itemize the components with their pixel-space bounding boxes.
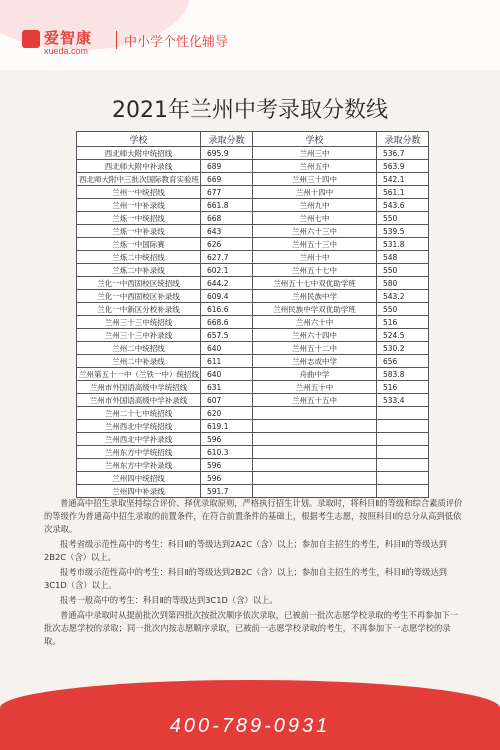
table-row xyxy=(77,147,429,160)
table-row xyxy=(77,173,429,186)
school-name-cell xyxy=(253,433,377,446)
school-name-cell: 兰化一中新区分校补录线 xyxy=(77,303,201,316)
header-score-right: 录取分数 xyxy=(377,132,429,147)
score-cell: 596 xyxy=(201,459,253,472)
contact-phone: 400-789-0931 xyxy=(169,715,331,737)
page-title: 2021年兰州中考录取分数线 xyxy=(112,98,388,123)
score-cell: 626 xyxy=(201,238,253,251)
table-row xyxy=(77,251,429,264)
header-banner xyxy=(0,0,500,70)
header-school-right: 学校 xyxy=(253,132,377,147)
school-name-cell: 兰州三十四中 xyxy=(253,173,377,186)
score-cell: 640 xyxy=(201,368,253,381)
table-row xyxy=(77,433,429,446)
table-row xyxy=(77,303,429,316)
table-row xyxy=(77,199,429,212)
school-name-cell: 兰州九中 xyxy=(253,199,377,212)
school-name-cell: 兰州五中 xyxy=(253,160,377,173)
school-name-cell: 兰州一中补录线 xyxy=(77,199,201,212)
school-name-cell: 兰州五十中 xyxy=(253,381,377,394)
school-name-cell: 兰州民族中学 xyxy=(253,290,377,303)
score-cell: 563.9 xyxy=(377,160,429,173)
note-paragraph: 报考省级示范性高中的考生：科目Ⅱ的等级达到2A2C（含）以上；参加自主招生的考生，科目Ⅱ的等级达到2B2C（含）以上。 xyxy=(44,539,447,562)
school-name-cell: 西北师大附中补录线 xyxy=(77,160,201,173)
score-cell: 543.6 xyxy=(377,199,429,212)
table-row xyxy=(77,446,429,459)
score-cell: 536.7 xyxy=(377,147,429,160)
school-name-cell: 兰州十四中 xyxy=(253,186,377,199)
score-cell: 640 xyxy=(201,342,253,355)
school-name-cell: 兰州六十三中 xyxy=(253,225,377,238)
score-cell: 610.3 xyxy=(201,446,253,459)
school-name-cell xyxy=(253,420,377,433)
school-name-cell: 兰州五十七中双优助学班 xyxy=(253,277,377,290)
score-cell: 669 xyxy=(201,173,253,186)
score-cell: 609.4 xyxy=(201,290,253,303)
table-row xyxy=(77,485,429,498)
score-cell: 695.9 xyxy=(201,147,253,160)
school-name-cell xyxy=(253,407,377,420)
school-name-cell: 兰州民族中学双优助学班 xyxy=(253,303,377,316)
table-row xyxy=(77,355,429,368)
school-name-cell: 兰化一中西固校区补录线 xyxy=(77,290,201,303)
table-row xyxy=(77,381,429,394)
score-cell: 561.1 xyxy=(377,186,429,199)
score-cell: 677 xyxy=(201,186,253,199)
school-name-cell: 兰炼一中统招线 xyxy=(77,212,201,225)
score-cell: 616.6 xyxy=(201,303,253,316)
table-row xyxy=(77,459,429,472)
school-name-cell xyxy=(253,459,377,472)
school-name-cell: 兰炼二中统招线 xyxy=(77,251,201,264)
school-name-cell: 兰州二中统招线 xyxy=(77,342,201,355)
school-name-cell: 兰州西北中学统招线 xyxy=(77,420,201,433)
score-cell: 531.8 xyxy=(377,238,429,251)
score-cell: 689 xyxy=(201,160,253,173)
table-row xyxy=(77,394,429,407)
school-name-cell: 兰州市外国语高级中学统招线 xyxy=(77,381,201,394)
table-row xyxy=(77,407,429,420)
score-cell: 611 xyxy=(201,355,253,368)
score-cell: 550 xyxy=(377,212,429,225)
score-cell: 668 xyxy=(201,212,253,225)
table-body xyxy=(77,147,429,498)
score-cell: 533.4 xyxy=(377,394,429,407)
school-name-cell xyxy=(253,485,377,498)
table-row xyxy=(77,342,429,355)
score-cell: 542.1 xyxy=(377,173,429,186)
score-cell: 548 xyxy=(377,251,429,264)
school-name-cell: 兰炼一中补录线 xyxy=(77,225,201,238)
score-cell xyxy=(377,433,429,446)
table-row xyxy=(77,290,429,303)
score-cell xyxy=(377,472,429,485)
school-name-cell: 兰州三十三中统招线 xyxy=(77,316,201,329)
school-name-cell: 兰州七中 xyxy=(253,212,377,225)
score-cell: 631 xyxy=(201,381,253,394)
school-name-cell: 兰州五十二中 xyxy=(253,342,377,355)
score-cell: 656 xyxy=(377,355,429,368)
score-cell: 524.5 xyxy=(377,329,429,342)
school-name-cell: 兰州西北中学补录线 xyxy=(77,433,201,446)
school-name-cell xyxy=(253,472,377,485)
score-cell: 550 xyxy=(377,303,429,316)
school-name-cell: 兰州六十中 xyxy=(253,316,377,329)
school-name-cell: 舟曲中学 xyxy=(253,368,377,381)
score-cell: 607 xyxy=(201,394,253,407)
score-cell: 539.5 xyxy=(377,225,429,238)
table-row xyxy=(77,212,429,225)
brand-slogan: 中小学个性化辅导 xyxy=(124,35,229,50)
school-name-cell: 兰州四中补录线 xyxy=(77,485,201,498)
school-name-cell: 兰州一中统招线 xyxy=(77,186,201,199)
school-name-cell: 兰州十中 xyxy=(253,251,377,264)
score-cell: 543.2 xyxy=(377,290,429,303)
note-paragraph: 普通高中招生录取坚持综合评价、择优录取原则，严格执行招生计划。录取时，将科目Ⅱ的等级和综合素质评价的等级作为普通高中招生录取的前置条件，在符合前置条件的基础上，根据考生志愿，按照科目Ⅰ的总分从高到低依次录取。 xyxy=(44,498,463,534)
school-name-cell: 兰州四中统招线 xyxy=(77,472,201,485)
score-cell xyxy=(377,446,429,459)
school-name-cell: 西北师大附中统招线 xyxy=(77,147,201,160)
score-cell: 596 xyxy=(201,472,253,485)
admission-notes xyxy=(44,497,464,650)
table-row xyxy=(77,186,429,199)
score-cell: 602.1 xyxy=(201,264,253,277)
score-cell xyxy=(377,420,429,433)
school-name-cell: 兰州五十七中 xyxy=(253,264,377,277)
school-name-cell: 兰州二十七中统招线 xyxy=(77,407,201,420)
brand-logo-icon xyxy=(22,30,40,48)
school-name-cell: 兰州志成中学 xyxy=(253,355,377,368)
score-cell: 619.1 xyxy=(201,420,253,433)
score-cell: 657.5 xyxy=(201,329,253,342)
score-cell: 644.2 xyxy=(201,277,253,290)
school-name-cell: 兰州二中补录线 xyxy=(77,355,201,368)
table-row xyxy=(77,368,429,381)
note-paragraph: 报考一般高中的考生：科目Ⅱ的等级达到3C1D（含）以上。 xyxy=(60,595,278,605)
school-name-cell: 兰州三十三中补录线 xyxy=(77,329,201,342)
brand-url: xueda.com xyxy=(44,46,89,56)
score-cell: 627.7 xyxy=(201,251,253,264)
score-cell xyxy=(377,459,429,472)
school-name-cell xyxy=(253,446,377,459)
table-row xyxy=(77,238,429,251)
table-row xyxy=(77,225,429,238)
header-school-left: 学校 xyxy=(77,132,201,147)
table-row xyxy=(77,160,429,173)
score-cell: 580 xyxy=(377,277,429,290)
score-cell: 591.7 xyxy=(201,485,253,498)
school-name-cell: 兰州五十三中 xyxy=(253,238,377,251)
note-paragraph: 报考市级示范性高中的考生：科目Ⅱ的等级达到2B2C（含）以上；参加自主招生的考生，科目Ⅱ的等级达到3C1D（含）以上。 xyxy=(44,567,447,590)
score-table-container xyxy=(76,131,428,498)
note-paragraph: 普通高中录取时从提前批次到第四批次按批次顺序依次录取，已被前一批次志愿学校录取的考生不再参加下一批次志愿学校的录取；同一批次内按志愿顺序录取，已被前一志愿学校录取的考生，不再参加下一志愿学校的录取。 xyxy=(44,610,459,646)
score-cell: 516 xyxy=(377,316,429,329)
table-row xyxy=(77,420,429,433)
table-row xyxy=(77,316,429,329)
table-row xyxy=(77,472,429,485)
score-cell xyxy=(377,485,429,498)
score-cell: 620 xyxy=(201,407,253,420)
school-name-cell: 兰州第五十一中（兰铁一中）统招线 xyxy=(77,368,201,381)
school-name-cell: 兰炼一中国际赛 xyxy=(77,238,201,251)
school-name-cell: 兰化一中西固校区统招线 xyxy=(77,277,201,290)
score-cell: 530.2 xyxy=(377,342,429,355)
table-row xyxy=(77,264,429,277)
score-cell: 668.6 xyxy=(201,316,253,329)
score-cell: 596 xyxy=(201,433,253,446)
school-name-cell: 兰州六十四中 xyxy=(253,329,377,342)
school-name-cell: 兰州市外国语高级中学补录线 xyxy=(77,394,201,407)
brand-name: 爱智康 xyxy=(44,30,93,47)
header-divider xyxy=(116,31,117,49)
score-table xyxy=(76,131,429,498)
score-cell: 583.8 xyxy=(377,368,429,381)
school-name-cell: 兰州五十五中 xyxy=(253,394,377,407)
table-header-row xyxy=(77,132,429,147)
score-cell xyxy=(377,407,429,420)
school-name-cell: 西北师大附中三批次国际教育实验班 xyxy=(77,173,201,186)
score-cell: 550 xyxy=(377,264,429,277)
header-score-left: 录取分数 xyxy=(201,132,253,147)
school-name-cell: 兰州东方中学统招线 xyxy=(77,446,201,459)
score-cell: 643 xyxy=(201,225,253,238)
table-row xyxy=(77,329,429,342)
table-row xyxy=(77,277,429,290)
school-name-cell: 兰炼二中补录线 xyxy=(77,264,201,277)
school-name-cell: 兰州三中 xyxy=(253,147,377,160)
score-cell: 661.8 xyxy=(201,199,253,212)
score-cell: 516 xyxy=(377,381,429,394)
school-name-cell: 兰州东方中学补录线 xyxy=(77,459,201,472)
